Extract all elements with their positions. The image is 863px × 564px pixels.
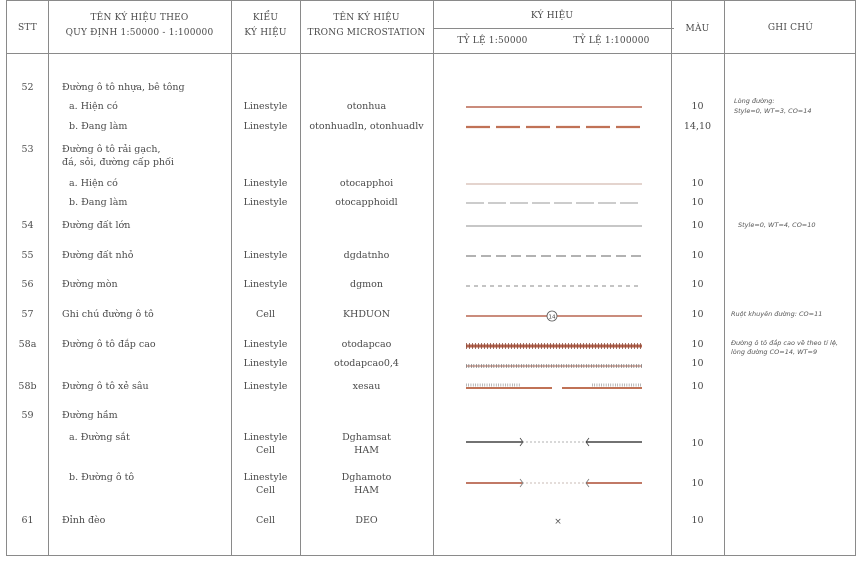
header-ten-ky-hieu-line1: TÊN KÝ HIỆU THEO [90, 13, 189, 23]
header-ky-hieu: KÝ HIỆU [530, 11, 574, 21]
stt-52: 52 [21, 82, 34, 93]
kieu-56: Linestyle [243, 279, 288, 290]
kieu-59b-2: Cell [256, 485, 275, 496]
ms-58a: otodapcao [341, 339, 392, 350]
mau-59b: 10 [691, 478, 704, 489]
note-57: Ruột khuyên đường: CO=11 [731, 310, 823, 318]
col-divider [724, 1, 725, 555]
stt-58a: 58a [18, 339, 37, 350]
ms-52b: otonhuadln, otonhuadlv [309, 121, 424, 132]
name-54: Đường đất lớn [62, 220, 131, 231]
name-55: Đường đất nhỏ [62, 250, 134, 261]
name-57: Ghi chú đường ô tô [62, 309, 154, 320]
ms-56: dgmon [349, 279, 383, 290]
stt-59: 59 [21, 410, 34, 421]
stt-57: 57 [21, 309, 34, 320]
kieu-58b: Linestyle [243, 381, 288, 392]
stt-55: 55 [21, 250, 34, 261]
name-58b: Đường ô tô xẻ sâu [62, 381, 149, 392]
kieu-52a: Linestyle [243, 101, 288, 112]
mau-53a: 10 [691, 178, 704, 189]
header-ten-ms-line2: TRONG MICROSTATION [307, 28, 426, 38]
kieu-53a: Linestyle [243, 178, 288, 189]
kieu-58a: Linestyle [243, 339, 288, 350]
stt-61: 61 [21, 515, 34, 526]
ms-59a-2: HAM [354, 445, 379, 456]
symbol-deo: × [554, 517, 562, 527]
header-ten-ky-hieu-line2: QUY ĐỊNH 1:50000 - 1:100000 [65, 28, 214, 38]
kieu-57: Cell [256, 309, 275, 320]
ms-59a-1: Dghamsat [342, 432, 391, 443]
ms-58b: xesau [352, 381, 381, 392]
note-54: Style=0, WT=4, CO=10 [738, 221, 816, 229]
mau-58a: 10 [691, 339, 704, 350]
ms-53a: otocapphoi [339, 178, 394, 189]
mau-59a: 10 [691, 438, 704, 449]
name-61: Đỉnh đèo [62, 515, 106, 526]
kieu-61: Cell [256, 515, 275, 526]
symbol-khduon-badge-label: 14 [548, 314, 556, 321]
kieu-53b: Linestyle [243, 197, 288, 208]
symbol-drawings [434, 1, 672, 557]
kieu-59b-1: Linestyle [243, 472, 288, 483]
note-58-line2: lòng đường CO=14, WT=9 [731, 348, 818, 356]
symbol-table [6, 0, 856, 556]
stt-58b: 58b [18, 381, 37, 392]
kieu-52b: Linestyle [243, 121, 288, 132]
mau-58b: 10 [691, 381, 704, 392]
name-59b: b. Đường ô tô [69, 472, 135, 483]
name-52: Đường ô tô nhựa, bê tông [62, 82, 185, 93]
header-ty-le-100000: TỶ LỆ 1:100000 [573, 36, 650, 46]
ms-58a-2: otodapcao0,4 [334, 358, 399, 369]
name-53a: a. Hiện có [69, 178, 118, 189]
header-kieu-line2: KÝ HIỆU [244, 28, 287, 38]
name-59a: a. Đường sắt [69, 432, 130, 443]
kieu-55: Linestyle [243, 250, 288, 261]
name-52a: a. Hiện có [69, 101, 118, 112]
name-56: Đường mòn [62, 279, 118, 290]
mau-54: 10 [691, 220, 704, 231]
kieu-59a-1: Linestyle [243, 432, 288, 443]
name-53b: b. Đang làm [69, 197, 128, 208]
mau-61: 10 [691, 515, 704, 526]
header-ghi-chu: GHI CHÚ [767, 23, 814, 33]
col-divider [48, 1, 49, 555]
mau-58a-2: 10 [691, 358, 704, 369]
name-53-line2: đá, sỏi, đường cấp phối [62, 157, 174, 168]
note-58-line1: Đường ô tô đắp cao vẽ theo tỉ lệ, [731, 339, 838, 347]
header-kieu-line1: KIỂU [252, 13, 279, 23]
stt-53: 53 [21, 144, 34, 155]
note-52-line1: Lòng đường: [734, 97, 775, 105]
ms-57: KHDUON [342, 309, 391, 320]
mau-52b: 14,10 [683, 121, 712, 132]
stt-56: 56 [21, 279, 34, 290]
name-59: Đường hầm [62, 410, 118, 421]
mau-57: 10 [691, 309, 704, 320]
kieu-58a-2: Linestyle [243, 358, 288, 369]
ms-59b-1: Dghamoto [341, 472, 392, 483]
ms-59b-2: HAM [354, 485, 379, 496]
ms-53b: otocapphoidl [335, 197, 398, 208]
header-mau: MÀU [685, 24, 710, 34]
name-58a: Đường ô tô đắp cao [62, 339, 156, 350]
mau-52a: 10 [691, 101, 704, 112]
mau-56: 10 [691, 279, 704, 290]
ms-55: dgdatnho [343, 250, 390, 261]
header-ty-le-50000: TỶ LỆ 1:50000 [457, 36, 528, 46]
mau-55: 10 [691, 250, 704, 261]
header-stt: STT [18, 23, 37, 33]
kieu-59a-2: Cell [256, 445, 275, 456]
note-52-line2: Style=0, WT=3, CO=14 [734, 107, 812, 115]
stt-54: 54 [21, 220, 34, 231]
ms-61: DEO [355, 515, 378, 526]
header-ten-ms-line1: TÊN KÝ HIỆU [333, 13, 400, 23]
header-divider [7, 53, 855, 54]
name-52b: b. Đang làm [69, 121, 128, 132]
mau-53b: 10 [691, 197, 704, 208]
ms-52a: otonhua [346, 101, 387, 112]
name-53-line1: Đường ô tô rải gạch, [62, 144, 161, 155]
